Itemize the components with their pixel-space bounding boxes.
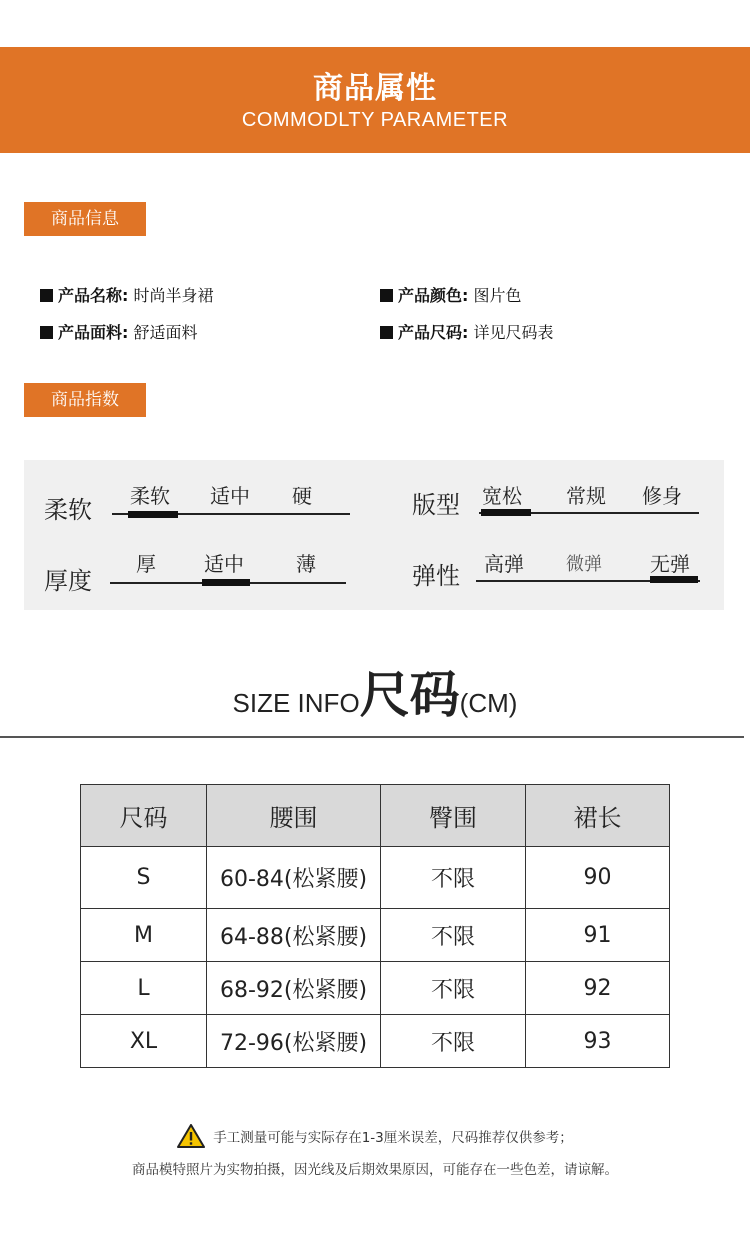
scale-option: 柔软 [130, 484, 170, 508]
table-row [81, 962, 670, 1015]
note-line-2: 商品模特照片为实物拍摄，因光线及后期效果原因，可能存在一些色差，请谅解。 [132, 1162, 618, 1178]
table-cell: L [81, 962, 207, 1015]
table-header: 尺码 [81, 785, 207, 847]
divider [0, 736, 744, 738]
scale-option: 微弹 [566, 554, 602, 575]
table-cell: 72-96(松紧腰) [207, 1015, 381, 1068]
table-row [81, 847, 670, 909]
info-item-fabric [40, 320, 198, 343]
table-cell: 60-84(松紧腰) [207, 847, 381, 909]
index-panel [24, 460, 724, 610]
scale-option: 高弹 [484, 552, 524, 576]
info-value: 图片色 [473, 286, 522, 305]
warning-icon [177, 1124, 205, 1148]
table-cell: 不限 [381, 847, 526, 909]
bullet-square-icon [40, 326, 53, 339]
bullet-square-icon [380, 326, 393, 339]
table-cell: 91 [526, 909, 670, 962]
table-cell: 64-88(松紧腰) [207, 909, 381, 962]
scale-option: 薄 [296, 552, 316, 576]
scale-selected-mark [481, 509, 531, 516]
size-info-cn: 尺码 [359, 666, 460, 724]
bullet-square-icon [380, 289, 393, 302]
note-line-1 [0, 1124, 750, 1148]
table-header: 臀围 [381, 785, 526, 847]
info-value: 详见尺码表 [473, 323, 554, 342]
table-cell: 92 [526, 962, 670, 1015]
page-subtitle: COMMODLTY PARAMETER [241, 109, 509, 131]
info-label: 产品面料: [58, 323, 129, 342]
table-cell: 不限 [381, 909, 526, 962]
scale-selected-mark [650, 576, 698, 583]
scale-name-elasticity: 弹性 [412, 562, 460, 590]
table-cell: 68-92(松紧腰) [207, 962, 381, 1015]
table-cell: M [81, 909, 207, 962]
info-value: 舒适面料 [133, 323, 198, 342]
table-row [81, 1015, 670, 1068]
scale-selected-mark [202, 579, 250, 586]
table-row [81, 909, 670, 962]
size-info-heading [0, 655, 750, 727]
scale-option: 宽松 [482, 484, 522, 508]
table-cell: 不限 [381, 1015, 526, 1068]
note-text-1: 手工测量可能与实际存在1-3厘米误差，尺码推荐仅供参考； [213, 1130, 573, 1146]
page-title: 商品属性 [313, 71, 437, 106]
scale-option: 适中 [204, 552, 244, 576]
table-cell: XL [81, 1015, 207, 1068]
info-item-size [380, 320, 554, 343]
scale-selected-mark [128, 511, 178, 518]
table-cell: S [81, 847, 207, 909]
size-info-en: SIZE INFO [232, 688, 360, 718]
scale-option: 无弹 [650, 552, 690, 576]
table-header-row [81, 785, 670, 847]
scale-name-thickness: 厚度 [44, 567, 92, 595]
info-item-name [40, 283, 214, 306]
table-cell: 不限 [381, 962, 526, 1015]
bullet-square-icon [40, 289, 53, 302]
table-cell: 90 [526, 847, 670, 909]
scale-name-softness: 柔软 [44, 496, 92, 524]
section-tag-index: 商品指数 [24, 383, 146, 417]
info-label: 产品颜色: [398, 286, 469, 305]
size-info-unit: (CM) [459, 688, 518, 718]
table-header: 裙长 [526, 785, 670, 847]
scale-option: 硬 [292, 484, 312, 508]
table-cell: 93 [526, 1015, 670, 1068]
scale-option: 常规 [566, 484, 606, 508]
table-header: 腰围 [207, 785, 381, 847]
info-item-color [380, 283, 522, 306]
scale-name-fit: 版型 [412, 491, 460, 519]
info-label: 产品名称: [58, 286, 129, 305]
size-table [80, 784, 670, 1068]
scale-option: 适中 [210, 484, 250, 508]
info-value: 时尚半身裙 [133, 286, 214, 305]
info-label: 产品尺码: [398, 323, 469, 342]
header-banner [0, 47, 750, 153]
section-tag-info: 商品信息 [24, 202, 146, 236]
scale-option: 厚 [136, 552, 156, 576]
scale-option: 修身 [642, 484, 682, 508]
